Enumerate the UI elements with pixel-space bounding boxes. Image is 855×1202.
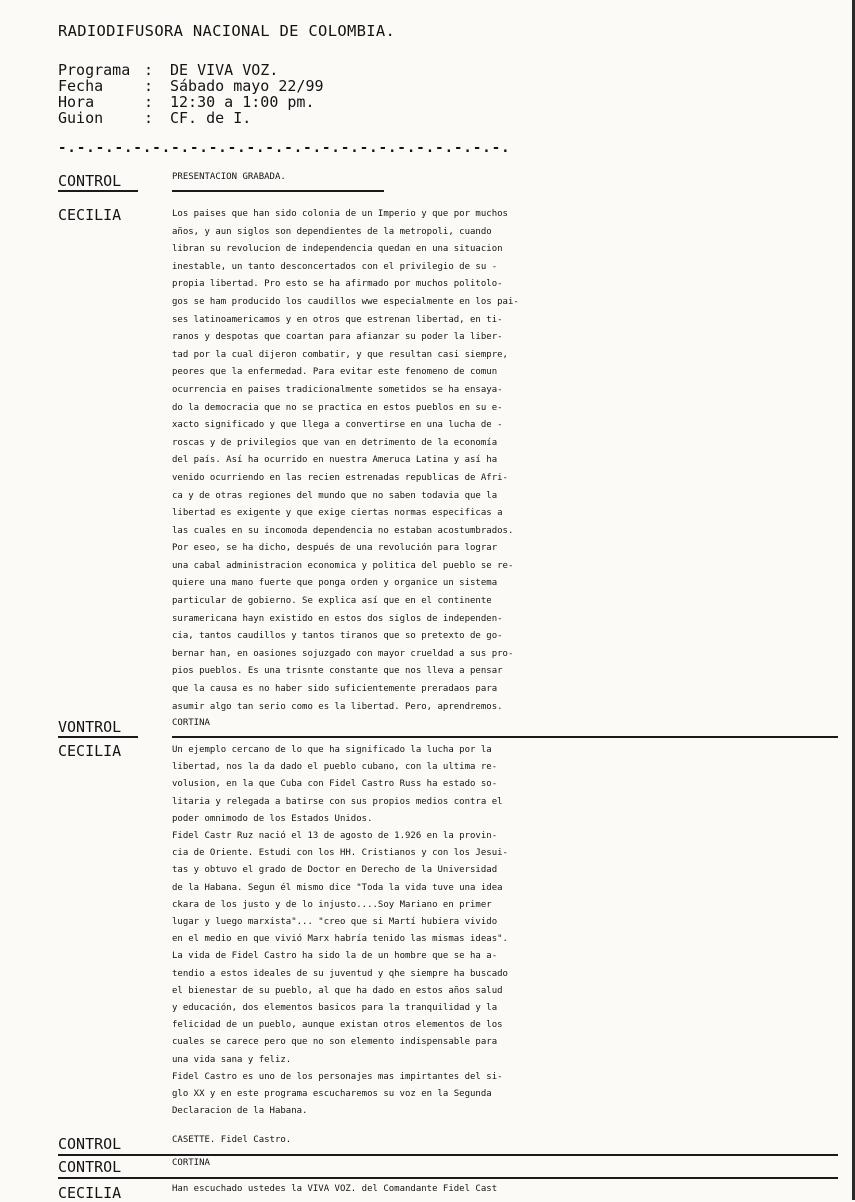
dialogue-line: ckara de los justo y de lo injusto....Soy Mariano en primer [172,899,492,910]
cue-text: PRESENTACION GRABADA. [172,172,286,182]
dialogue-line: roscas y de privilegios que van en detrimento de la economía [172,437,498,448]
dialogue-line: Los paises que han sido colonia de un Imperio y que por muchos [172,209,508,219]
cue-text: CORTINA [172,718,210,728]
meta-label: Hora [58,93,95,111]
dialogue-line: el bienestar de su pueblo, al que ha dado en estos años salud [172,985,503,996]
dialogue-line: ocurrencia en paises tradicionalmente sometidos se ha ensaya- [172,384,503,395]
dialogue-line: libran su revolucion de independencia quedan en una situacion [172,244,503,255]
dialogue-line: en el medio en que vivió Marx habría tenido las mismas ideas". [172,934,508,945]
speaker-label: VONTROL [58,718,122,736]
dialogue-line: La vida de Fidel Castro ha sido la de un hombre que se ha a- [172,951,498,962]
dialogue-line: litaria y relegada a batirse con sus propios medios contra el [172,796,503,807]
meta-label: Programa [58,61,131,79]
dialogue-line: años, y aun siglos son dependientes de la metropoli, cuando [172,226,492,237]
script-entry-cecilia [58,742,838,1117]
dialogue-line: suramericana hayn existido en estos dos siglos de independen- [172,613,503,624]
dialogue-line: pios pueblos. Es una trisnte constante que nos lleva a pensar [172,666,503,677]
dialogue-line: Un ejemplo cercano de lo que ha significado la lucha por la [172,745,492,755]
script-entry-control [58,718,838,738]
meta-row-guion [58,110,324,126]
dialogue-line: Declaracion de la Habana. [172,1106,308,1117]
script-entry-control [58,1158,838,1178]
cue-underline [58,1177,838,1179]
meta-label: Fecha [58,77,104,95]
cue-text: CORTINA [172,1158,210,1168]
dialogue-line: tendio a estos ideales de su juventud y qhe siempre ha buscado [172,968,508,979]
meta-colon: : [144,93,154,111]
dialogue-paragraph [172,206,837,716]
meta-colon: : [144,77,154,95]
meta-value: Sábado mayo 22/99 [170,77,324,95]
dialogue-line: las cuales en su incomoda dependencia no estaban acostumbrados. [172,525,514,536]
section-divider: -.-.-.-.-.-.-.-.-.-.-.-.-.-.-.-.-.-.-.-.-.-.-.-. [58,140,511,156]
dialogue-line: asumir algo tan serio como es la libertad. Pero, aprendremos. [172,701,503,712]
speaker-label: CONTROL [58,1135,122,1153]
cue-text: CASETTE. Fidel Castro. [172,1135,292,1145]
dialogue-line: cia de Oriente. Estudi con los HH. Cristianos y con los Jesui- [172,848,508,859]
meta-label: Guion [58,109,104,127]
dialogue-line: volusion, en la que Cuba con Fidel Castro Russ ha estado so- [172,779,498,790]
dialogue-line: de la Habana. Segun él mismo dice "Toda la vida tuve una idea [172,882,503,893]
dialogue-line: xacto significado y que llega a convertirse en una lucha de - [172,420,503,431]
dialogue-line: una cabal administracion economica y politica del pueblo se re- [172,560,514,571]
dialogue-line: gos se ham producido los caudillos wwe especialmente en los pai- [172,296,519,307]
dialogue-line: peores que la enfermedad. Para evitar este fenomeno de comun [172,367,498,378]
dialogue-line: lugar y luego marxista"... "creo que si Martí hubiera vivido [172,917,498,928]
station-title: RADIODIFUSORA NACIONAL DE COLOMBIA. [58,22,396,40]
dialogue-line: ca y de otras regiones del mundo que no saben todavia que la [172,490,498,501]
dialogue-line: del país. Así ha ocurrido en nuestra Ameruca Latina y así ha [172,455,498,466]
meta-row-programa [58,62,324,78]
dialogue-line: cuales se carece pero que no son elemento indispensable para [172,1037,498,1048]
dialogue-line: propia libertad. Pro esto se ha afirmado por muchos politolo- [172,279,503,290]
script-entry-control [58,172,838,192]
dialogue-line: bernar han, en oasiones sojuzgado con mayor crueldad a sus pro- [172,648,514,659]
meta-value: CF. de I. [170,109,252,127]
dialogue-line: particular de gobierno. Se explica así que en el continente [172,596,492,607]
meta-value: 12:30 a 1:00 pm. [170,93,315,111]
program-metadata [58,62,324,126]
dialogue-line: venido ocurriendo en las recien estrenadas republicas de Afri- [172,472,508,483]
dialogue-line: libertad, nos la da dado el pueblo cubano, con la ultima re- [172,762,498,773]
speaker-underline [58,190,138,192]
dialogue-line: una vida sana y feliz. [172,1054,292,1065]
meta-row-fecha [58,78,324,94]
dialogue-line: quiere una mano fuerte que ponga orden y organice un sistema [172,578,498,589]
dialogue-paragraph [172,742,837,1120]
dialogue-line: poder omnimodo de los Estados Unidos. [172,813,373,824]
dialogue-line: do la democracia que no se practica en estos pueblos en su e- [172,402,503,413]
meta-colon: : [144,61,154,79]
speaker-label: CECILIA [58,1184,122,1202]
dialogue-line: ses latinoamericamos y en otros que estrenan libertad, en ti- [172,314,503,325]
meta-row-hora [58,94,324,110]
dialogue-line: Fidel Castro es uno de los personajes mas impirtantes del si- [172,1071,503,1082]
dialogue-line: Por eseo, se ha dicho, después de una revolución para lograr [172,543,498,554]
script-entry-control [58,1135,838,1155]
dialogue-line: tad por la cual dijeron combatir, y que resultan casi siempre, [172,349,508,360]
speaker-underline [58,736,138,738]
meta-value: DE VIVA VOZ. [170,61,279,79]
dialogue-line: y educación, dos elementos basicos para la tranquilidad y la [172,1003,498,1014]
speaker-label: CECILIA [58,742,122,760]
speaker-label: CECILIA [58,206,122,224]
speaker-label: CONTROL [58,172,122,190]
script-entry-cecilia [58,206,838,726]
meta-colon: : [144,109,154,127]
dialogue-line: cia, tantos caudillos y tantos tiranos que so pretexto de go- [172,631,503,642]
dialogue-line: tas y obtuvo el grado de Doctor en Derecho de la Universidad [172,865,498,876]
dialogue-line: ranos y despotas que coartan para afianzar su poder la liber- [172,332,503,343]
script-entry-cecilia [58,1184,838,1200]
cue-underline [172,736,838,738]
dialogue-line: Han escuchado ustedes la VIVA VOZ. del Comandante Fidel Cast [172,1184,498,1194]
cue-underline [172,190,384,192]
dialogue-line: glo XX y en este programa escucharemos su voz en la Segunda [172,1089,492,1100]
cue-underline [58,1154,838,1156]
dialogue-line: inestable, un tanto desconcertados con el privilegio de su - [172,261,498,272]
dialogue-line: felicidad de un pueblo, aunque existan otros elementos de los [172,1020,503,1031]
dialogue-line: libertad es exigente y que exige ciertas normas especificas a [172,508,503,519]
dialogue-line: que la causa es no haber sido suficientemente preradaos para [172,684,498,695]
speaker-label: CONTROL [58,1158,122,1176]
dialogue-line: Fidel Castr Ruz nació el 13 de agosto de 1.926 en la provin- [172,831,498,842]
